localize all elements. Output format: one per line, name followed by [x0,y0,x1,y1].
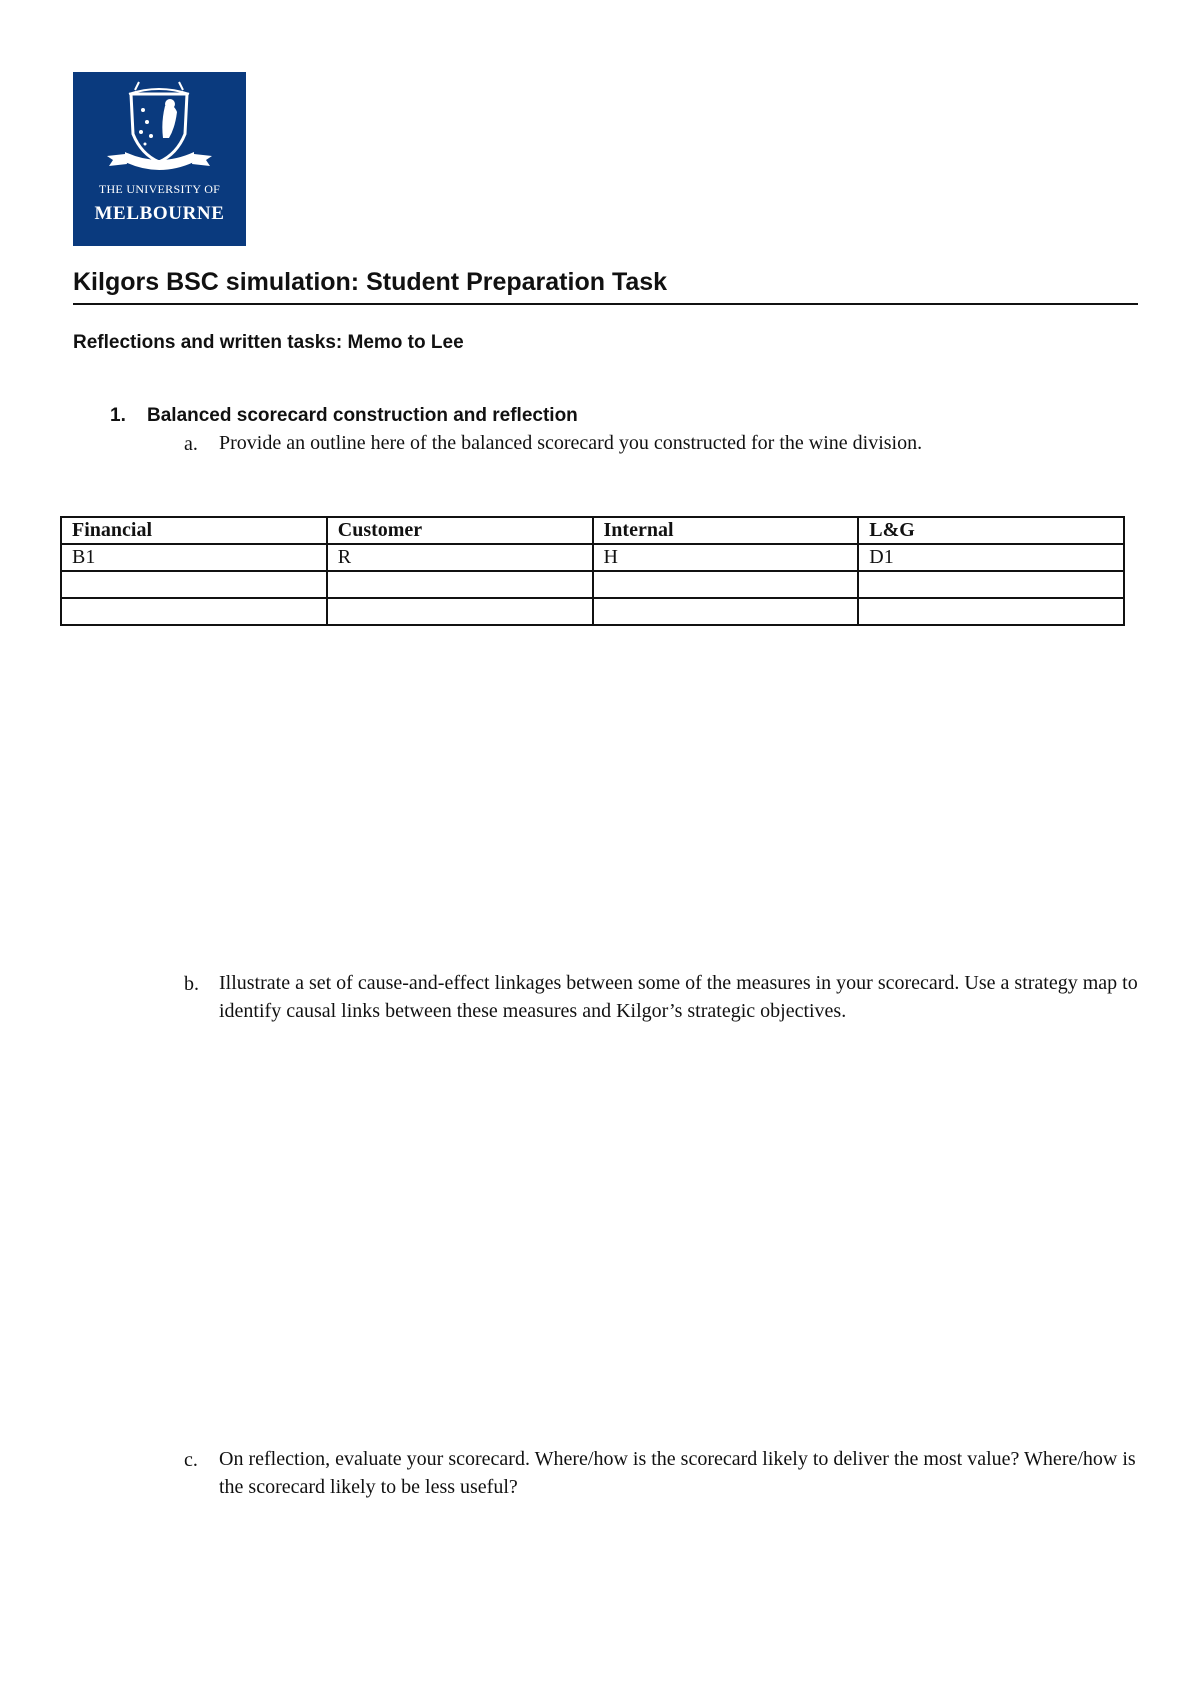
scorecard-table [60,516,1125,626]
header-internal: Internal [593,517,859,544]
header-learning-growth: L&G [858,517,1124,544]
table-row [61,544,1124,571]
table-cell: D1 [858,544,1124,571]
table-cell [61,598,327,625]
logo-text-line2: MELBOURNE [94,203,225,224]
table-cell: R [327,544,593,571]
table-header-row [61,517,1124,544]
table-cell [327,571,593,598]
table-cell: H [593,544,859,571]
table-cell [593,571,859,598]
question-b-text: Illustrate a set of cause-and-effect linkages between some of the measures in your scorecard. Use a strategy map to identify causal links between these measures and Kilgor’s strategic objectives. [219,972,1138,1022]
table-cell: B1 [61,544,327,571]
table-cell [858,598,1124,625]
table-cell [593,598,859,625]
table-row [61,571,1124,598]
university-logo [73,72,246,246]
header-financial: Financial [61,517,327,544]
table-row [61,598,1124,625]
section-number: 1. [110,405,126,426]
question-c-text: On reflection, evaluate your scorecard. Where/how is the scorecard likely to deliver the most value? Where/how is the scorecard likely to be less useful? [219,1448,1136,1498]
logo-text-line1: THE UNIVERSITY OF [98,182,221,196]
question-b-letter: b. [184,973,199,995]
page-subtitle: Reflections and written tasks: Memo to Lee [73,332,464,353]
question-a-letter: a. [184,433,198,455]
question-c-letter: c. [184,1449,198,1471]
table-cell [858,571,1124,598]
page-title: Kilgors BSC simulation: Student Preparation Task [73,268,1138,305]
section-title: Balanced scorecard construction and reflection [147,405,578,426]
table-cell [327,598,593,625]
header-customer: Customer [327,517,593,544]
table-cell [61,571,327,598]
question-a-text: Provide an outline here of the balanced scorecard you constructed for the wine division. [219,432,923,454]
